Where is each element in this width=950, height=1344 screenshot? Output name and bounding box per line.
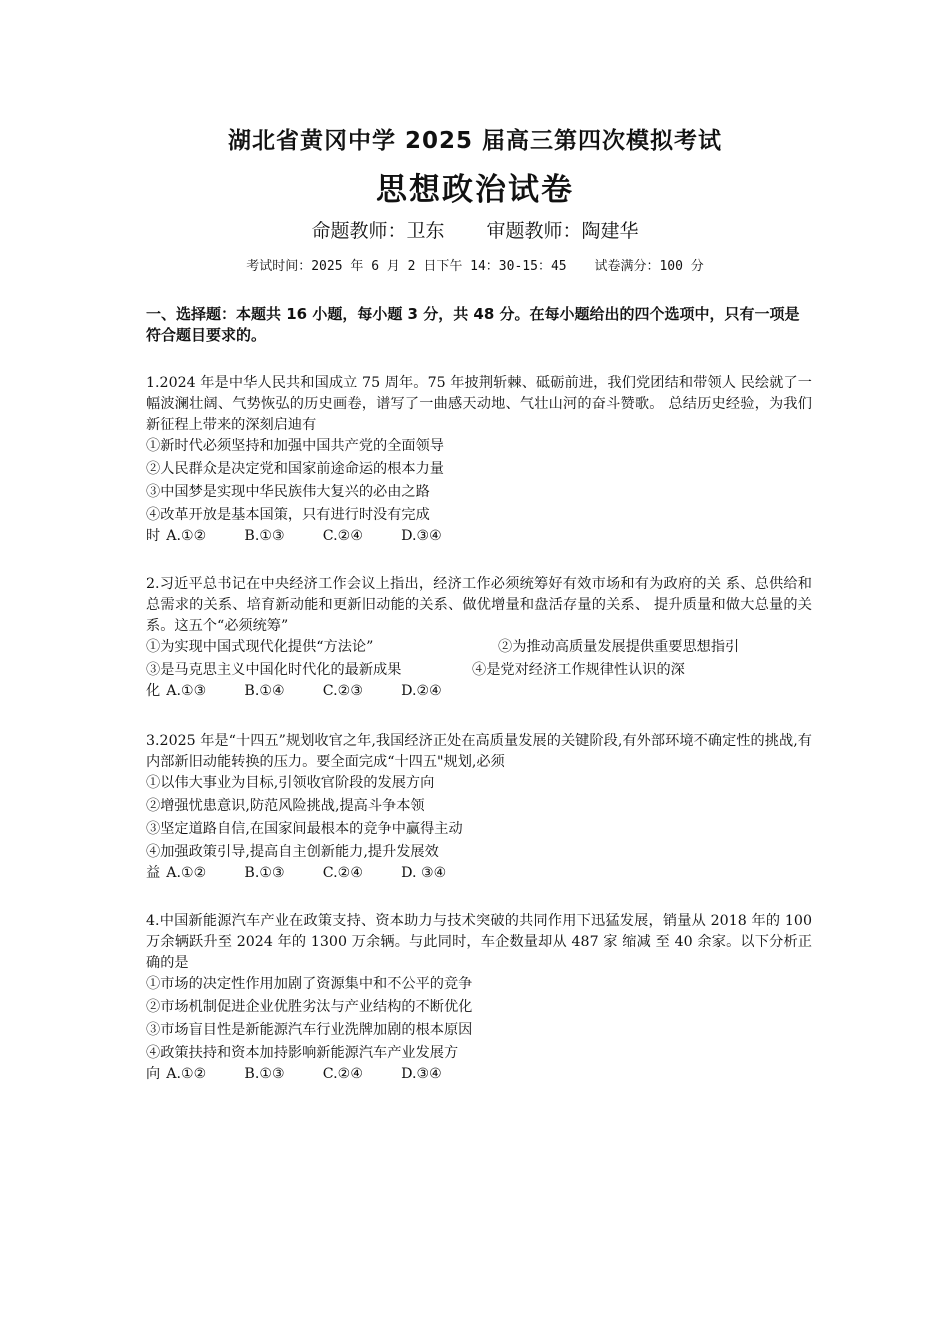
full-score: 试卷满分：100 分: [594, 259, 704, 274]
option-row-2: [146, 660, 812, 681]
choice-c: C.②④: [322, 528, 364, 544]
exam-info-line: [0, 255, 950, 274]
option-1: ①市场的决定性作用加剧了资源集中和不公平的竞争: [146, 976, 473, 992]
choice-d: D.②④: [401, 683, 442, 699]
option-3: ③坚定道路自信,在国家间最根本的竞争中赢得主动: [146, 821, 463, 837]
option-tail: 时: [146, 528, 161, 544]
reviewer-teacher: 审题教师：陶建华: [486, 220, 639, 242]
option-1: ①为实现中国式现代化提供“方法论”: [146, 639, 374, 655]
section-heading: 一、选择题：本题共 16 小题，每小题 3 分，共 48 分。在每小题给出的四个选项中，只有一项是符合题目要求的。: [146, 305, 800, 344]
answer-choices: [146, 681, 812, 702]
option-tail: 益: [146, 865, 161, 881]
question-2: [146, 574, 812, 702]
option-1: ①以伟大事业为目标,引领收官阶段的发展方向: [146, 775, 435, 791]
option-3: ③中国梦是实现中华民族伟大复兴的必由之路: [146, 484, 430, 500]
teacher-line: [0, 216, 950, 243]
question-stem: 4.中国新能源汽车产业在政策支持、资本助力与技术突破的共同作用下迅猛发展，销量从 2018 年的 100 万余辆跃升至 2024 年的 1300 万余辆。与此同时，车企数量却从 487 家 缩减 至 40 余家。以下分析正确的是: [146, 913, 812, 971]
option-4: ④是党对经济工作规律性认识的深: [472, 662, 685, 678]
choice-b: B.①③: [244, 1066, 285, 1082]
choice-b: B.①③: [244, 528, 285, 544]
answer-choices: [146, 1064, 812, 1085]
choice-c: C.②④: [322, 1066, 364, 1082]
choice-a: A.①③: [166, 683, 207, 699]
option-4: ④改革开放是基本国策，只有进行时没有完成: [146, 507, 430, 523]
option-3: ③市场盲目性是新能源汽车行业洗牌加剧的根本原因: [146, 1022, 473, 1038]
answer-choices: [146, 863, 812, 884]
option-2: ②为推动高质量发展提供重要思想指引: [498, 639, 740, 655]
exam-title: 湖北省黄冈中学 2025 届高三第四次模拟考试: [227, 128, 723, 154]
option-2: ②增强忧患意识,防范风险挑战,提高斗争本领: [146, 798, 425, 814]
question-stem: 1.2024 年是中华人民共和国成立 75 周年。75 年披荆斩棘、砥砺前进，我们党团结和带领人 民绘就了一幅波澜壮阔、气势恢弘的历史画卷，谱写了一曲感天动地、气壮山河的奋斗赞歌。 总结历史经验，为我们新征程上带来的深刻启迪有: [146, 375, 812, 433]
answer-choices: [146, 526, 812, 547]
choice-b: B.①③: [244, 865, 285, 881]
option-4: ④加强政策引导,提高自主创新能力,提升发展效: [146, 844, 439, 860]
option-3: ③是马克思主义中国化时代化的最新成果: [146, 662, 402, 678]
question-3: [146, 731, 812, 884]
choice-a: A.①②: [166, 528, 207, 544]
option-1: ①新时代必须坚持和加强中国共产党的全面领导: [146, 438, 444, 454]
option-2: ②人民群众是决定党和国家前途命运的根本力量: [146, 461, 444, 477]
choice-d: D. ③④: [401, 865, 447, 881]
exam-time: 考试时间：2025 年 6 月 2 日下午 14：30-15：45: [246, 259, 567, 274]
choice-b: B.①④: [244, 683, 285, 699]
question-stem: 3.2025 年是“十四五”规划收官之年,我国经济正处在高质量发展的关键阶段,有外部环境不确定性的挑战,有内部新旧动能转换的压力。要全面完成“十四五"规划,必须: [146, 733, 812, 770]
option-row-1: [146, 637, 812, 658]
option-tail: 化: [146, 683, 161, 699]
choice-a: A.①②: [166, 1066, 207, 1082]
question-4: [146, 911, 812, 1085]
question-1: [146, 373, 812, 547]
choice-a: A.①②: [166, 865, 207, 881]
option-tail: 向: [146, 1066, 161, 1082]
option-2: ②市场机制促进企业优胜劣汰与产业结构的不断优化: [146, 999, 473, 1015]
choice-c: C.②④: [322, 865, 364, 881]
setter-teacher: 命题教师：卫东: [311, 220, 445, 242]
option-4: ④政策扶持和资本加持影响新能源汽车产业发展方: [146, 1045, 459, 1061]
choice-c: C.②③: [322, 683, 364, 699]
choice-d: D.③④: [401, 1066, 442, 1082]
choice-d: D.③④: [401, 528, 442, 544]
question-stem: 2.习近平总书记在中央经济工作会议上指出，经济工作必须统筹好有效市场和有为政府的关 系、总供给和总需求的关系、培育新动能和更新旧动能的关系、做优增量和盘活存量的关系、 提升质量和做大总量的关系。这五个“必须统筹”: [146, 576, 812, 634]
subject-title: 思想政治试卷: [376, 172, 574, 208]
